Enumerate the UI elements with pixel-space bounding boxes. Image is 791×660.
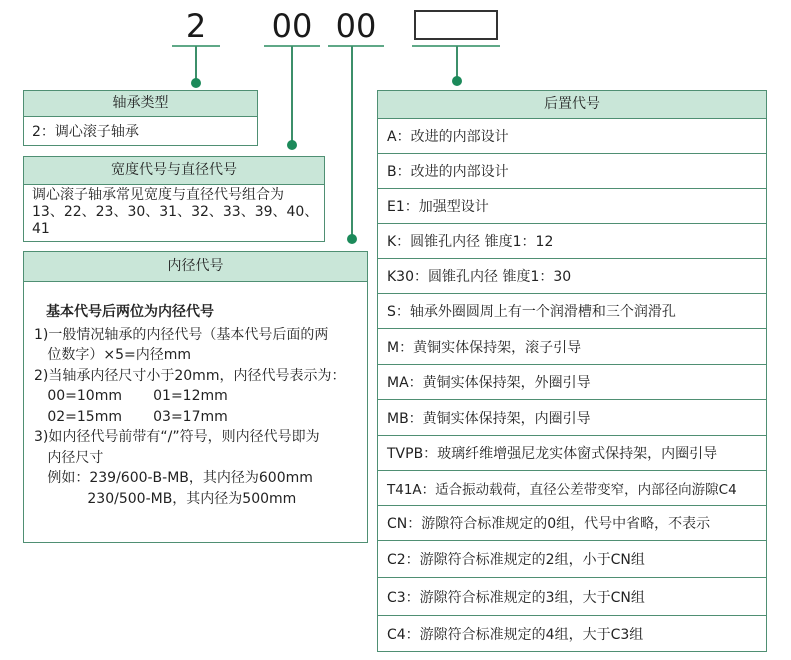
bore-code-line: 1)一般情况轴承的内径代号（基本代号后面的两 xyxy=(34,326,329,343)
code-width-digits: 00 xyxy=(271,7,313,45)
bore-code-line: 3)如内径代号前带有“/”符号，则内径代号即为 xyxy=(34,429,320,445)
bore-code-subtitle: 基本代号后两位为内径代号 xyxy=(46,304,214,320)
bearing-type-text: 2：调心滚子轴承 xyxy=(32,124,139,140)
suffix-row: C3：游隙符合标准规定的3组，大于CN组 xyxy=(378,577,766,615)
bore-code-line: 2)当轴承内径尺寸小于20mm，内径代号表示为： xyxy=(34,367,346,384)
width-diameter-box xyxy=(23,156,325,242)
connector-type xyxy=(195,46,197,82)
suffix-row: K30：圆锥孔内径 锥度1：30 xyxy=(378,258,766,293)
connector-bore xyxy=(351,46,353,238)
code-suffix-blank xyxy=(414,10,498,40)
suffix-row: MA：黄铜实体保持架，外圈引导 xyxy=(378,364,766,399)
suffix-row: A：改进的内部设计 xyxy=(378,118,766,153)
connector-suffix xyxy=(456,46,458,80)
suffix-code-title: 后置代号 xyxy=(378,91,766,118)
bore-code-line: 例如：239/600-B-MB，其内径为600mm xyxy=(34,470,313,486)
bore-code-line: 位数字）×5=内径mm xyxy=(34,347,191,363)
suffix-row: C4：游隙符合标准规定的4组，大于C3组 xyxy=(378,615,766,652)
connector-type-dot xyxy=(191,78,201,88)
width-diameter-line: 13、22、23、30、31、32、33、39、40、 xyxy=(32,204,319,220)
suffix-row: M：黄铜实体保持架，滚子引导 xyxy=(378,328,766,364)
width-diameter-title: 宽度代号与直径代号 xyxy=(24,157,324,185)
code-bore-digits: 00 xyxy=(335,7,377,45)
width-diameter-line: 41 xyxy=(32,221,50,237)
suffix-row: B：改进的内部设计 xyxy=(378,153,766,188)
width-diameter-line: 调心滚子轴承常见宽度与直径代号组合为 xyxy=(32,187,284,203)
bore-code-title: 内径代号 xyxy=(24,252,367,282)
bore-code-line: 230/500-MB，其内径为500mm xyxy=(34,490,297,507)
width-diameter-text xyxy=(24,185,324,240)
bore-code-line: 00=10mm 01=12mm xyxy=(34,388,228,404)
bore-code-line: 02=15mm 03=17mm xyxy=(34,408,228,425)
connector-width xyxy=(291,46,293,144)
bearing-type-box xyxy=(23,90,258,146)
suffix-row: CN：游隙符合标准规定的0组，代号中省略，不表示 xyxy=(378,505,766,540)
connector-suffix-dot xyxy=(452,76,462,86)
suffix-row: C2：游隙符合标准规定的2组，小于CN组 xyxy=(378,540,766,577)
suffix-row: S：轴承外圈圆周上有一个润滑槽和三个润滑孔 xyxy=(378,293,766,328)
code-bore-underline xyxy=(328,45,384,47)
suffix-row: E1：加强型设计 xyxy=(378,188,766,223)
code-type-digit: 2 xyxy=(185,7,207,45)
suffix-row: K：圆锥孔内径 锥度1：12 xyxy=(378,223,766,258)
suffix-row: T41A：适合振动载荷，直径公差带变窄，内部径向游隙C4 xyxy=(378,470,766,505)
bore-code-box xyxy=(23,251,368,543)
bearing-type-title: 轴承类型 xyxy=(24,91,257,117)
suffix-row: MB：黄铜实体保持架，内圈引导 xyxy=(378,399,766,435)
suffix-code-box xyxy=(377,90,767,652)
suffix-row: TVPB：玻璃纤维增强尼龙实体窗式保持架，内圈引导 xyxy=(378,435,766,470)
bore-code-line: 内径尺寸 xyxy=(34,449,104,466)
connector-width-dot xyxy=(287,140,297,150)
connector-bore-dot xyxy=(347,234,357,244)
bore-code-body xyxy=(24,282,367,509)
